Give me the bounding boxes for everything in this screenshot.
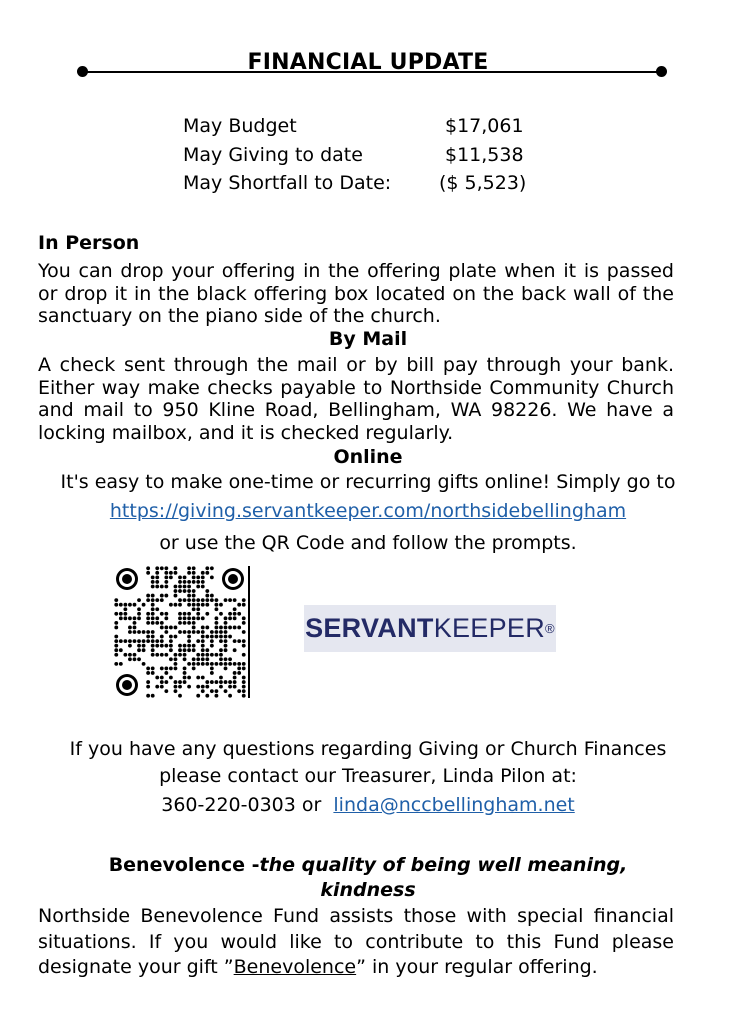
benevolence-text [38, 904, 674, 981]
finance-label: May Shortfall to Date: [183, 172, 392, 194]
treasurer-phone: 360-220-0303 or [161, 794, 322, 816]
logo-light-text: KEEPER [433, 613, 546, 643]
benevolence-definition-2: kindness [320, 879, 416, 901]
treasurer-email-link[interactable]: linda@nccbellingham.net [333, 794, 575, 816]
benevolence-heading [0, 853, 736, 903]
finance-value: ($ 5,523) [439, 172, 527, 194]
qr-code-image [114, 566, 246, 698]
in-person-text: You can drop your offering in the offering plate when it is passed or drop it in the black offering box located on the back wall of the sanctuary on the piano side of the church. [38, 260, 674, 327]
contact-line-2: please contact our Treasurer, Linda Pilon at: [159, 765, 577, 787]
by-mail-text: A check sent through the mail or by bill pay through your bank. Either way make checks payable to Northside Community Church and mail to 950 Kline Road, Bellingham, WA 98226. We have a locking mailbox, and it is checked regularly. [38, 354, 674, 444]
contact-line-1: If you have any questions regarding Giving or Church Finances [69, 738, 667, 760]
logo-bold-text: SERVANT [305, 613, 434, 643]
finance-label: May Budget [183, 115, 297, 137]
finance-value: $11,538 [445, 144, 524, 166]
benevolence-dash: - [244, 854, 260, 876]
servantkeeper-logo [304, 605, 556, 652]
benevolence-designation: Benevolence [233, 956, 357, 978]
page-title: FINANCIAL UPDATE [247, 50, 489, 75]
online-heading: Online [333, 446, 403, 468]
rule-right-dot [656, 66, 667, 77]
benevolence-definition-1: the quality of being well meaning, [259, 854, 628, 876]
by-mail-heading: By Mail [328, 328, 408, 350]
benevolence-title: Benevolence [108, 854, 245, 876]
contact-line-3 [0, 794, 736, 816]
registered-mark: ® [545, 621, 555, 636]
finance-label: May Giving to date [183, 144, 363, 166]
giving-link[interactable]: https://giving.servantkeeper.com/northsidebellingham [109, 500, 627, 522]
online-intro: It's easy to make one-time or recurring gifts online! Simply go to [60, 471, 676, 493]
benevolence-text-end: ” in your regular offering. [356, 956, 598, 978]
in-person-heading: In Person [38, 232, 140, 254]
rule-left-dot [77, 66, 88, 77]
online-qr-instructions: or use the QR Code and follow the prompts. [159, 532, 577, 554]
title-rule [82, 71, 662, 73]
finance-value: $17,061 [445, 115, 524, 137]
benevolence-text-start: Northside Benevolence Fund assists those with special financial situations. If you would like to contribute to this Fund please designate your gift ” [38, 905, 674, 978]
qr-code [114, 566, 250, 698]
